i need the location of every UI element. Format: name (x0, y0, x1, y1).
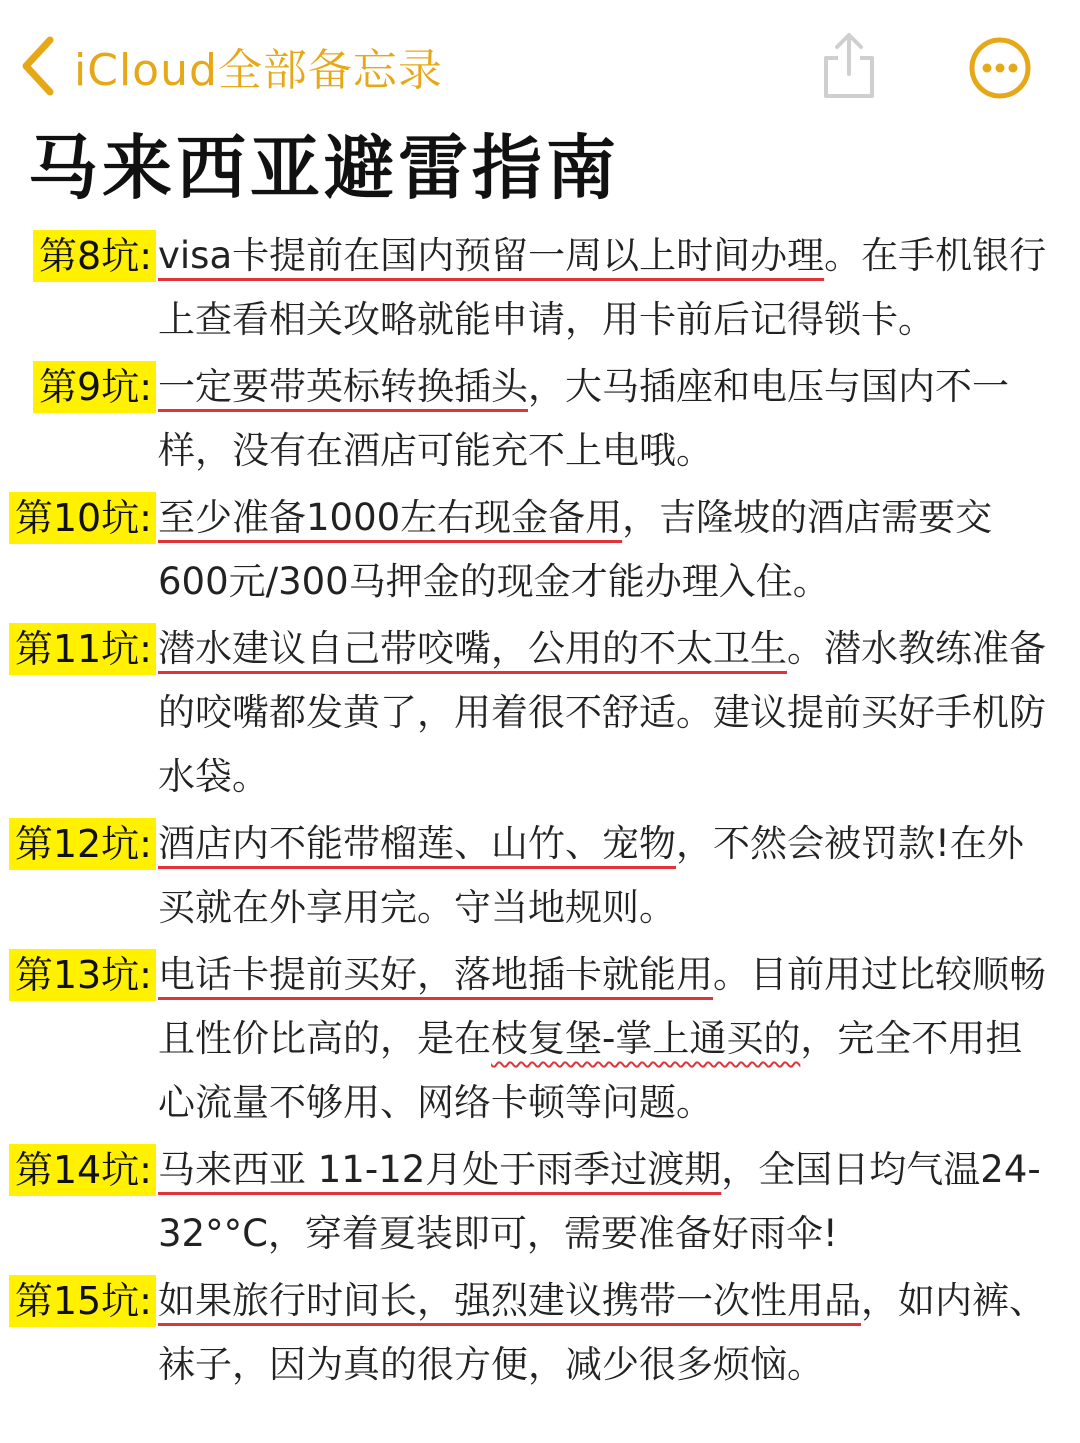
tip-key-point: 一定要带英标转换插头 (158, 365, 528, 408)
ellipsis-circle-icon (968, 36, 1032, 100)
tip-entry (0, 617, 1080, 809)
tip-key-point: 潜水建议自己带咬嘴，公用的不太卫生 (158, 627, 787, 670)
tip-text (158, 486, 1058, 614)
tip-label: 第11坑: (9, 623, 156, 675)
tip-key-point: 至少准备1000左右现金备用 (158, 496, 623, 539)
tip-detail: ，如内裤、袜子，因为真的很方便，减少很多烦恼。 (158, 1279, 1046, 1386)
tip-key-point: 如果旅行时间长，强烈建议携带一次性用品 (158, 1279, 861, 1322)
tip-entry (0, 224, 1080, 352)
share-icon (818, 30, 880, 102)
tip-key-point: visa卡提前在国内预留一周以上时间办理 (158, 234, 825, 277)
tip-text (158, 943, 1058, 1135)
tip-detail: ，全国日均气温24-32°°C，穿着夏装即可，需要准备好雨伞! (158, 1148, 1041, 1255)
tip-label: 第9坑: (33, 361, 156, 413)
tip-label: 第13坑: (9, 949, 156, 1001)
note-title: 马来西亚避雷指南 (28, 127, 620, 209)
tip-detail: ，不然会被罚款!在外买就在外享用完。守当地规则。 (158, 822, 1024, 929)
tip-label: 第12坑: (9, 818, 156, 870)
tip-entry (0, 1138, 1080, 1266)
tip-entry (0, 355, 1080, 483)
tip-text (158, 812, 1058, 940)
tip-label: 第15坑: (9, 1275, 156, 1327)
tip-detail: ，大马插座和电压与国内不一样，没有在酒店可能充不上电哦。 (158, 365, 1009, 472)
tip-text (158, 1138, 1058, 1266)
share-button[interactable] (818, 30, 880, 106)
tip-detail-end: ，完全不用担心流量不够用、网络卡顿等问题。 (158, 1017, 1023, 1124)
tip-key-point: 电话卡提前买好，落地插卡就能用 (158, 953, 713, 996)
tip-text (158, 355, 1058, 483)
tip-text (158, 1269, 1058, 1397)
back-label: iCloud全部备忘录 (74, 45, 443, 96)
chevron-left-icon (20, 34, 56, 98)
note-body[interactable] (0, 224, 1080, 1400)
tip-wavy-highlight: 枝复堡-掌上通买的 (491, 1017, 801, 1060)
tip-detail: 。在手机银行上查看相关攻略就能申请，用卡前后记得锁卡。 (158, 234, 1047, 341)
tip-label: 第8坑: (33, 230, 156, 282)
tip-entry (0, 943, 1080, 1135)
tip-entry (0, 486, 1080, 614)
nav-bar (0, 0, 1080, 130)
tip-detail: 。目前用过比较顺畅且性价比高的，是在 (158, 953, 1046, 1060)
tip-entry (0, 1269, 1080, 1397)
tip-detail: 。潜水教练准备的咬嘴都发黄了，用着很不舒适。建议提前买好手机防水袋。 (158, 627, 1046, 798)
tip-text (158, 224, 1058, 352)
more-options-button[interactable] (968, 36, 1032, 104)
tip-key-point: 马来西亚 11-12月处于雨季过渡期 (158, 1148, 722, 1191)
tip-text (158, 617, 1058, 809)
back-button[interactable] (20, 34, 443, 98)
tip-label: 第10坑: (9, 492, 156, 544)
tip-entry (0, 812, 1080, 940)
tip-label: 第14坑: (9, 1144, 156, 1196)
tip-key-point: 酒店内不能带榴莲、山竹、宠物 (158, 822, 676, 865)
tip-detail: ，吉隆坡的酒店需要交600元/300马押金的现金才能办理入住。 (158, 496, 993, 603)
